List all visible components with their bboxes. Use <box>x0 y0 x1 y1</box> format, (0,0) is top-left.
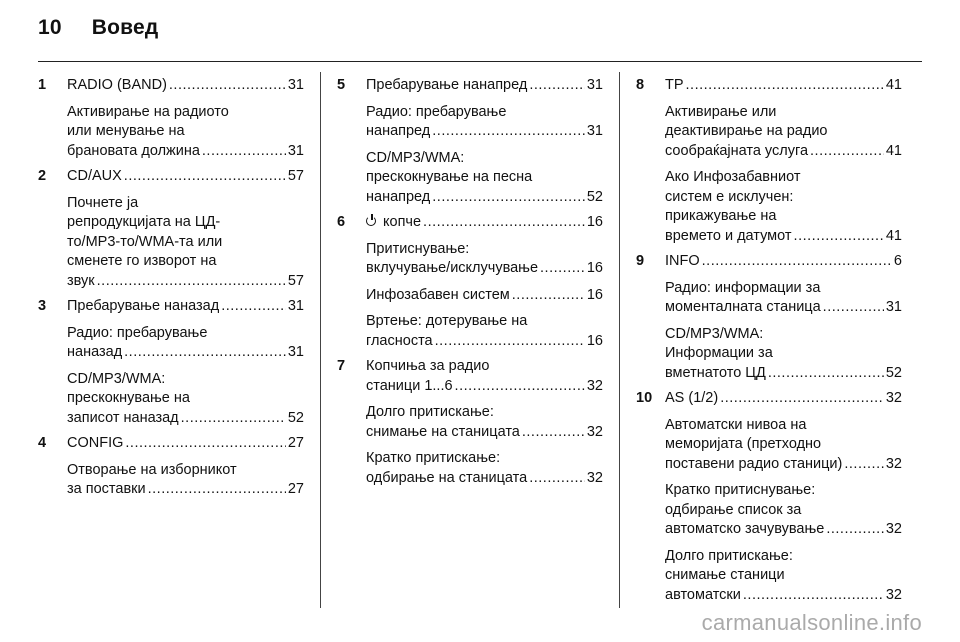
entry-line <box>665 252 902 272</box>
leader-dots <box>169 76 286 96</box>
leader-dots <box>124 167 286 187</box>
column-3 <box>636 76 902 605</box>
entry-line <box>665 103 902 123</box>
index-entry <box>38 434 304 500</box>
power-icon <box>366 215 377 226</box>
entry-text: Активирање или <box>665 103 777 120</box>
entry-line <box>366 449 603 469</box>
item-number: 10 <box>636 390 653 406</box>
entry-main <box>366 76 603 96</box>
page-ref: 31 <box>287 77 304 93</box>
entry-text: поставени радио станици) <box>665 455 843 472</box>
entry-line <box>665 501 902 521</box>
page-ref: 52 <box>586 188 603 205</box>
leader-dots <box>529 76 585 96</box>
entry-text: Копчиња за радио <box>366 358 490 374</box>
sub-entry <box>67 194 304 292</box>
entry-line <box>665 76 902 96</box>
entry-line <box>366 423 603 443</box>
entry-text: INFO <box>665 253 700 269</box>
entry-text: меморијата (претходно <box>665 436 822 452</box>
item-number: 6 <box>337 214 346 230</box>
entry-text: деактивирање на радио <box>665 123 828 139</box>
page-ref: 31 <box>287 344 304 360</box>
item-number: 2 <box>38 168 47 184</box>
index-entry <box>38 167 304 291</box>
entry-text: CD/MP3/WMA: <box>366 149 465 166</box>
entry-text: Радио: пребарување <box>67 324 208 341</box>
leader-dots <box>432 122 585 142</box>
entry-text: снимање станици <box>665 567 785 583</box>
entry-line <box>366 188 603 208</box>
entry-text: Радио: пребарување <box>366 103 507 120</box>
leader-dots <box>455 377 585 397</box>
entry-main <box>67 76 304 96</box>
page-ref: 52 <box>885 364 902 381</box>
entry-line <box>366 469 603 489</box>
watermark: carmanualsonline.info <box>701 610 922 635</box>
entry-text: или менување на <box>67 123 185 139</box>
entry-text: нанапред <box>366 123 431 139</box>
entry-text: станици 1...6 <box>366 377 453 394</box>
leader-dots <box>522 423 585 443</box>
entry-line <box>366 240 603 260</box>
entry-line <box>67 194 304 214</box>
index-entry <box>337 76 603 207</box>
item-number: 5 <box>337 77 346 93</box>
item-number: 8 <box>636 77 645 93</box>
entry-text: за поставки <box>67 481 146 497</box>
entry-line <box>67 434 304 454</box>
sub-entry <box>366 312 603 351</box>
entry-text: TP <box>665 77 684 93</box>
leader-dots <box>423 213 585 233</box>
entry-line <box>665 142 902 162</box>
entry-text: сменете го изворот на <box>67 253 217 269</box>
entry-text: звук <box>67 272 95 289</box>
entry-line <box>366 332 603 352</box>
page-ref: 16 <box>586 286 603 303</box>
leader-dots <box>202 142 286 162</box>
entry-line <box>67 142 304 162</box>
page-ref: 32 <box>885 586 902 603</box>
sub-entry <box>67 370 304 429</box>
leader-dots <box>529 469 585 489</box>
page-ref: 31 <box>885 299 902 315</box>
page-ref: 32 <box>885 455 902 472</box>
page-title: Вовед <box>91 16 159 39</box>
entry-text: CD/MP3/WMA: <box>665 325 764 342</box>
page-number: 10 <box>38 16 62 39</box>
header-rule <box>38 61 922 62</box>
entry-line <box>366 286 603 306</box>
leader-dots <box>124 343 286 363</box>
entry-text: Инфозабавен систем <box>366 286 510 303</box>
entry-text: гласноста <box>366 332 433 349</box>
entry-text: брановата должина <box>67 142 200 159</box>
page-ref: 52 <box>287 409 304 426</box>
page-ref: 32 <box>586 423 603 440</box>
entry-text: одбирање список за <box>665 501 802 518</box>
entry-main <box>67 434 304 454</box>
index-entry <box>337 213 603 351</box>
entry-text: RADIO (BAND) <box>67 77 167 93</box>
entry-line <box>67 103 304 123</box>
entry-line <box>366 76 603 96</box>
entry-content <box>665 252 902 383</box>
entry-line <box>665 207 902 227</box>
entry-line <box>665 122 902 142</box>
entry-text: CONFIG <box>67 435 124 451</box>
entry-line <box>665 188 902 208</box>
entry-text: Отворање на изборникот <box>67 461 237 478</box>
entry-text: то/MP3-то/WMA-та или <box>67 233 223 250</box>
entry-main <box>665 389 902 409</box>
entry-line <box>67 297 304 317</box>
entry-text: наназад <box>67 344 123 360</box>
entry-line <box>67 480 304 500</box>
entry-line <box>366 213 603 233</box>
entry-text: Почнете ја <box>67 194 139 211</box>
sub-entry <box>366 149 603 208</box>
entry-line <box>366 377 603 397</box>
entry-text: Пребарување наназад <box>67 298 220 314</box>
leader-dots <box>823 298 884 318</box>
entry-text: Притиснување: <box>366 240 470 257</box>
item-number: 1 <box>38 77 47 93</box>
entry-line <box>67 76 304 96</box>
entry-text: Кратко притиснување: <box>665 482 816 498</box>
entry-content <box>67 297 304 428</box>
page-ref: 41 <box>885 227 902 244</box>
item-number: 9 <box>636 253 645 269</box>
entry-line <box>67 324 304 344</box>
entry-text: Информации за <box>665 345 773 361</box>
sub-entry <box>665 547 902 606</box>
sub-entry <box>665 481 902 540</box>
sub-entry <box>366 449 603 488</box>
entry-line <box>665 566 902 586</box>
entry-line <box>665 298 902 318</box>
entry-main <box>665 252 902 272</box>
entry-text: репродукцијата на ЦД- <box>67 214 221 230</box>
leader-dots <box>810 142 884 162</box>
entry-line <box>665 435 902 455</box>
sub-entry <box>665 416 902 475</box>
entry-line <box>366 122 603 142</box>
page-ref: 16 <box>586 260 603 276</box>
entry-line <box>67 461 304 481</box>
entry-line <box>67 272 304 292</box>
index-entry <box>636 389 902 605</box>
entry-text: моменталната станица <box>665 299 821 315</box>
entry-text: Автоматски нивоа на <box>665 416 807 433</box>
entry-text: Кратко притискање: <box>366 450 501 466</box>
entry-content <box>665 389 902 605</box>
entry-text: времето и датумот <box>665 227 792 244</box>
entry-main <box>67 297 304 317</box>
column-divider <box>619 72 620 608</box>
leader-dots <box>181 409 286 429</box>
column-2 <box>337 76 603 488</box>
entry-text: сообраќајната услуга <box>665 142 809 159</box>
entry-text: прескокнување на песна <box>366 169 533 185</box>
entry-content <box>67 167 304 291</box>
leader-dots <box>512 286 585 306</box>
entry-text: Активирање на радиото <box>67 103 229 120</box>
entry-line <box>366 312 603 332</box>
item-number: 4 <box>38 435 47 451</box>
entry-line <box>67 370 304 390</box>
leader-dots <box>125 434 285 454</box>
entry-text: Ако Инфозабавниот <box>665 169 801 185</box>
page-ref: 57 <box>287 168 304 184</box>
item-number: 7 <box>337 358 346 374</box>
sub-entry <box>67 324 304 363</box>
index-entry <box>38 297 304 428</box>
sub-entry <box>67 103 304 162</box>
page-ref: 16 <box>586 332 603 349</box>
leader-dots <box>768 364 884 384</box>
page-ref: 27 <box>287 481 304 497</box>
entry-line <box>67 213 304 233</box>
entry-text: Пребарување нанапред <box>366 77 528 93</box>
page-ref: 6 <box>893 253 902 269</box>
leader-dots <box>743 586 884 606</box>
leader-dots <box>686 76 884 96</box>
entry-line <box>665 279 902 299</box>
page-ref: 41 <box>885 77 902 93</box>
entry-line <box>665 325 902 345</box>
entry-text: записот наназад <box>67 409 179 426</box>
page-ref: 32 <box>586 377 603 394</box>
index-entry <box>636 252 902 383</box>
entry-main <box>366 213 603 233</box>
entry-line <box>665 168 902 188</box>
entry-content <box>67 76 304 161</box>
entry-line <box>366 149 603 169</box>
entry-line <box>67 389 304 409</box>
leader-dots <box>97 272 286 292</box>
page-ref: 32 <box>885 390 902 406</box>
page-ref: 31 <box>586 123 603 139</box>
entry-line <box>67 409 304 429</box>
entry-content <box>366 76 603 207</box>
entry-text: Долго притискање: <box>366 404 494 420</box>
entry-text: автоматско зачувување <box>665 521 825 537</box>
page-header <box>38 16 158 40</box>
entry-main <box>67 167 304 187</box>
entry-line <box>366 103 603 123</box>
leader-dots <box>844 455 883 475</box>
entry-main <box>665 76 902 96</box>
page-ref: 31 <box>287 142 304 159</box>
sub-entry <box>665 325 902 384</box>
entry-line <box>366 357 603 377</box>
entry-line <box>665 586 902 606</box>
index-entry <box>337 357 603 488</box>
entry-line <box>665 344 902 364</box>
sub-entry <box>366 240 603 279</box>
leader-dots <box>720 389 884 409</box>
entry-line <box>366 403 603 423</box>
leader-dots <box>702 252 892 272</box>
entry-text: нанапред <box>366 188 431 205</box>
entry-text: вметнатото ЦД <box>665 364 766 381</box>
entry-line <box>665 227 902 247</box>
entry-line <box>665 481 902 501</box>
leader-dots <box>826 520 884 540</box>
page-ref: 31 <box>586 77 603 93</box>
column-divider <box>320 72 321 608</box>
entry-line <box>665 455 902 475</box>
entry-line <box>67 122 304 142</box>
entry-text: прескокнување на <box>67 390 190 406</box>
leader-dots <box>148 480 286 500</box>
column-1 <box>38 76 304 500</box>
entry-line <box>67 233 304 253</box>
entry-text: AS (1/2) <box>665 390 719 406</box>
entry-text: вклучување/исклучување <box>366 260 539 276</box>
entry-text: CD/AUX <box>67 168 122 184</box>
sub-entry <box>366 286 603 306</box>
leader-dots <box>221 297 286 317</box>
page-ref: 57 <box>287 272 304 289</box>
entry-text: Радио: информации за <box>665 279 821 296</box>
entry-line <box>67 167 304 187</box>
entry-line <box>665 364 902 384</box>
page-ref: 32 <box>885 521 902 537</box>
entry-line <box>67 343 304 363</box>
sub-entry <box>366 403 603 442</box>
entry-content <box>67 434 304 500</box>
entry-text: снимање на станицата <box>366 423 520 440</box>
entry-text: автоматски <box>665 586 741 603</box>
entry-line <box>665 547 902 567</box>
sub-entry <box>665 279 902 318</box>
leader-dots <box>794 227 884 247</box>
entry-line <box>665 520 902 540</box>
index-entry <box>38 76 304 161</box>
entry-text: CD/MP3/WMA: <box>67 370 166 387</box>
entry-line <box>67 252 304 272</box>
entry-content <box>366 213 603 351</box>
sub-entry <box>665 103 902 162</box>
entry-text: систем е исклучен: <box>665 188 794 205</box>
page-ref: 27 <box>287 435 304 451</box>
entry-main <box>366 357 603 396</box>
entry-text: копче <box>383 214 422 230</box>
entry-text: прикажување на <box>665 208 777 224</box>
index-entry <box>636 76 902 246</box>
entry-text: Вртење: дотерување на <box>366 313 528 329</box>
entry-line <box>665 416 902 436</box>
entry-text: одбирање на станицата <box>366 469 528 486</box>
sub-entry <box>665 168 902 246</box>
leader-dots <box>540 259 585 279</box>
entry-line <box>366 259 603 279</box>
leader-dots <box>432 188 585 208</box>
page-ref: 41 <box>885 142 902 159</box>
leader-dots <box>435 332 585 352</box>
entry-content <box>366 357 603 488</box>
page-ref: 31 <box>287 298 304 314</box>
entry-text: Долго притискање: <box>665 547 793 564</box>
sub-entry <box>366 103 603 142</box>
page-ref: 16 <box>586 214 603 230</box>
page-ref: 32 <box>586 469 603 486</box>
entry-content <box>665 76 902 246</box>
sub-entry <box>67 461 304 500</box>
entry-line <box>366 168 603 188</box>
item-number: 3 <box>38 298 47 314</box>
entry-line <box>665 389 902 409</box>
